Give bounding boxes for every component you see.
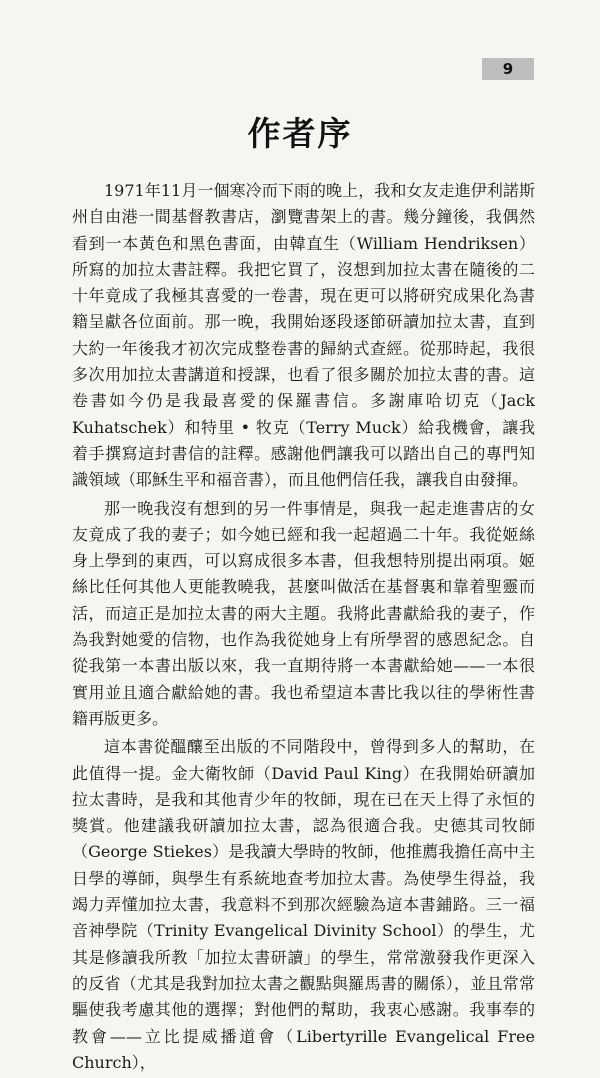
- paragraph-1: 1971年11月一個寒冷而下雨的晚上，我和女友走進伊利諾斯州自由港一間基督教書店，瀏覽書架上的書。幾分鐘後，我偶然看到一本黃色和黑色書面，由韓直生（William Hendriksen）所寫的加拉太書註釋。我把它買了，沒想到加拉太書在隨後的二十年竟成了我極其喜愛的一卷書，現在更可以將研究成果化為書籍呈獻各位面前。那一晚，我開始逐段逐節研讀加拉太書，直到大約一年後我才初次完成整卷書的歸納式查經。從那時起，我很多次用加拉太書講道和授課，也看了很多關於加拉太書的書。這卷書如今仍是我最喜愛的保羅書信。多謝庫哈切克（Jack Kuhatschek）和特里 • 牧克（Terry Muck）給我機會，讓我着手撰寫這封書信的註釋。感謝他們讓我可以踏出自己的專門知識領域（耶穌生平和福音書），而且他們信任我，讓我自由發揮。: [72, 181, 535, 490]
- page-number: 9: [502, 60, 514, 78]
- page-number-tab: [482, 58, 534, 80]
- body-text: [72, 178, 535, 1078]
- paragraph-3: 這本書從醞釀至出版的不同階段中，曾得到多人的幫助，在此值得一提。金大衛牧師（David Paul King）在我開始研讀加拉太書時，是我和其他青少年的牧師，現在已在天上得了永恒的獎賞。他建議我研讀加拉太書，認為很適合我。史德其司牧師（George Stiekes）是我讀大學時的牧師，他推薦我擔任高中主日學的導師，與學生有系統地查考加拉太書。為使學生得益，我竭力弄懂加拉太書，我意料不到那次經驗為這本書鋪路。三一福音神學院（Trinity Evangelical Divinity School）的學生，尤其是修讀我所教「加拉太書研讀」的學生，常常激發我作更深入的反省（尤其是我對加拉太書之觀點與羅馬書的關係），並且常常驅使我考慮其他的選擇；對他們的幫助，我衷心感謝。我事奉的教會——立比提威播道會（Libertyrille Evangelical Free Church），: [72, 737, 535, 1072]
- chapter-title: 作者序: [247, 114, 353, 153]
- paragraph-2: 那一晚我沒有想到的另一件事情是，與我一起走進書店的女友竟成了我的妻子；如今她已經和我一起超過二十年。我從姬絲身上學到的東西，可以寫成很多本書，但我想特別提出兩項。姬絲比任何其他人更能教曉我，甚麼叫做活在基督裏和靠着聖靈而活，而這正是加拉太書的兩大主題。我將此書獻給我的妻子，作為我對她愛的信物，也作為我從她身上有所學習的感恩紀念。自從我第一本書出版以來，我一直期待將一本書獻給她——一本很實用並且適合獻給她的書。我也希望這本書比我以往的學術性書籍再版更多。: [72, 498, 535, 728]
